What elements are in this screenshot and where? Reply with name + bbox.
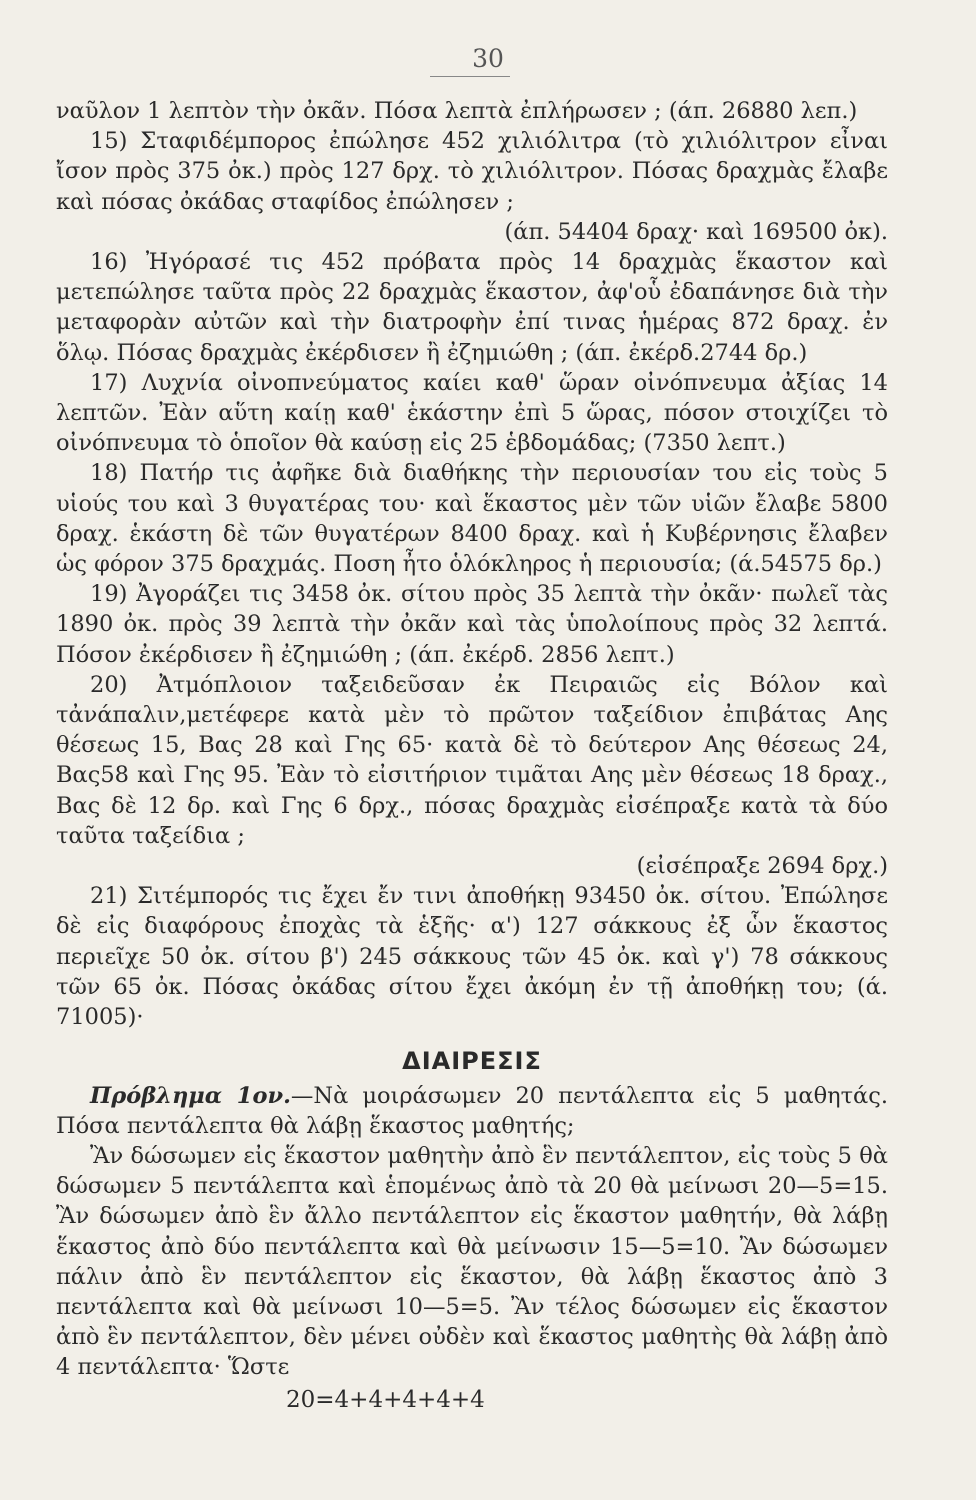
problem-16: 16) Ἠγόρασέ τις 452 πρόβατα πρὸς 14 δραχμὰς ἕκαστον καὶ μετεπώλησε ταῦτα πρὸς 22 δραχμὰς ἕκαστον, ἀφ'οὗ ἐδαπάνησε διὰ τὴν μεταφορὰν αὐτῶν καὶ τὴν διατροφὴν ἐπί τινας ἡμέρας 872 δραχ. ἐν ὅλῳ. Πόσας δραχμὰς ἐκέρδισεν ἢ ἐζημιώθη ; (άπ. ἐκέρδ.2744 δρ.) [56,249,888,366]
solution-text: Ἂν δώσωμεν εἰς ἕκαστον μαθητὴν ἀπὸ ἓν πεντάλεπτον, εἰς τοὺς 5 θὰ δώσωμεν 5 πεντάλεπτα καὶ ἑπομένως ἀπὸ τὰ 20 θὰ μείνωσι 20—5=15. Ἂν δώσωμεν ἀπὸ ἓν ἄλλο πεντάλεπτον εἰς ἕκαστον μαθητήν, θὰ λάβῃ ἕκαστος ἀπὸ δύο πεντάλεπτα καὶ θὰ μείνωσιν 15—5=10. Ἂν δώσωμεν πάλιν ἀπὸ ἓν πεντάλεπτον εἰς ἕκαστον, θὰ λάβῃ ἕκαστος ἀπὸ 3 πεντάλεπτα καὶ θὰ μείνωσι 10—5=5. Ἂν τέλος δώσωμεν εἰς ἕκαστον ἀπὸ ἓν πεντάλεπτον, δὲν μένει οὐδὲν καὶ ἕκαστος μαθητὴς θὰ λάβῃ ἀπὸ 4 πεντάλεπτα· Ὥστε [56,1142,888,1381]
problem-15: 15) Σταφιδέμπορος ἐπώλησε 452 χιλιόλιτρα (τὸ χιλιόλιτρον εἶναι ἴσον πρὸς 375 ὀκ.) πρὸς 127 δρχ. τὸ χιλιόλιτρον. Πόσας δραχμὰς ἔλαβε καὶ πόσας ὀκάδας σταφίδος ἐπώλησεν ; [56,128,888,215]
problem-20: 20) Ἀτμόπλοιον ταξειδεῦσαν ἐκ Πειραιῶς εἰς Βόλον καὶ τἀνάπαλιν,μετέφερε κατὰ μὲν τὸ πρῶτον ταξείδιον ἐπιβάτας Αης θέσεως 15, Βας 28 καὶ Γης 65· κατὰ δὲ τὸ δεύτερον Αης θέσεως 24, Βας58 καὶ Γης 95. Ἐὰν τὸ εἰσιτήριον τιμᾶται Αης μὲν θέσεως 18 δραχ., Βας δὲ 12 δρ. καὶ Γης 6 δρχ., πόσας δραχμὰς εἰσέπραξε κατὰ τὰ δύο ταῦτα ταξείδια ; [56,671,888,849]
problem-label: Πρόβλημα 1ον. [90,1082,291,1109]
paragraph-continuation: ναῦλον 1 λεπτὸν τὴν ὀκᾶν. Πόσα λεπτὰ ἐπλήρωσεν ; (άπ. 26880 λεπ.) [56,98,858,124]
answer-20: (εἰσέπραξε 2694 δρχ.) [636,853,888,880]
section-heading: ΔΙΑΙΡΕΣΙΣ [402,1047,542,1076]
division-problem-1 [56,1081,888,1141]
problem-text: —Νὰ μοιράσωμεν 20 πεντάλεπτα εἰς 5 μαθητάς. Πόσα πεντάλεπτα θὰ λάβῃ ἕκαστος μαθητής; [56,1082,888,1139]
page-body [56,96,888,1415]
answer-15: (άπ. 54404 δραχ· καὶ 169500 ὀκ). [504,218,888,245]
equation: 20=4+4+4+4+4 [286,1386,485,1413]
page-number-rule [430,76,510,77]
problem-18: 18) Πατήρ τις ἀφῆκε διὰ διαθήκης τὴν περιουσίαν του εἰς τοὺς 5 υἱούς του καὶ 3 θυγατέρας του· καὶ ἕκαστος μὲν τῶν υἱῶν ἔλαβε 5800 δραχ. ἑκάστη δὲ τῶν θυγατέρων 8400 δραχ. καὶ ἡ Κυβέρνησις ἔλαβεν ὡς φόρον 375 δραχμάς. Ποση ἦτο ὁλόκληρος ἡ περιουσία; (ά.54575 δρ.) [56,460,888,578]
problem-19: 19) Ἀγοράζει τις 3458 ὀκ. σίτου πρὸς 35 λεπτὰ τὴν ὀκᾶν· πωλεῖ τὰς 1890 ὀκ. πρὸς 39 λεπτὰ τὴν ὀκᾶν καὶ τὰς ὑπολοίπους πρὸς 32 λεπτά. Πόσον ἐκέρδισεν ἢ ἐζημιώθη ; (άπ. ἐκέρδ. 2856 λεπτ.) [56,581,888,668]
problem-21: 21) Σιτέμπορός τις ἔχει ἔν τινι ἀποθήκῃ 93450 ὀκ. σίτου. Ἐπώλησε δὲ εἰς διαφόρους ἐποχὰς τὰ ἑξῆς· α') 127 σάκκους ἐξ ὧν ἕκαστος περιεῖχε 50 ὀκ. σίτου β') 245 σάκκους τῶν 45 ὀκ. καὶ γ') 78 σάκκους τῶν 65 ὀκ. Πόσας ὀκάδας σίτου ἔχει ἀκόμη ἐν τῇ ἀποθήκῃ του; (ά. 71005)· [56,883,888,1031]
page-number: 30 [472,44,504,73]
problem-17: 17) Λυχνία οἰνοπνεύματος καίει καθ' ὥραν οἰνόπνευμα ἀξίας 14 λεπτῶν. Ἐὰν αὕτη καίῃ καθ' ἑκάστην ἐπὶ 5 ὥρας, πόσον στοιχίζει τὸ οἰνόπνευμα τὸ ὁποῖον θὰ καύσῃ εἰς 25 ἑβδομάδας; (7350 λεπτ.) [56,369,888,457]
